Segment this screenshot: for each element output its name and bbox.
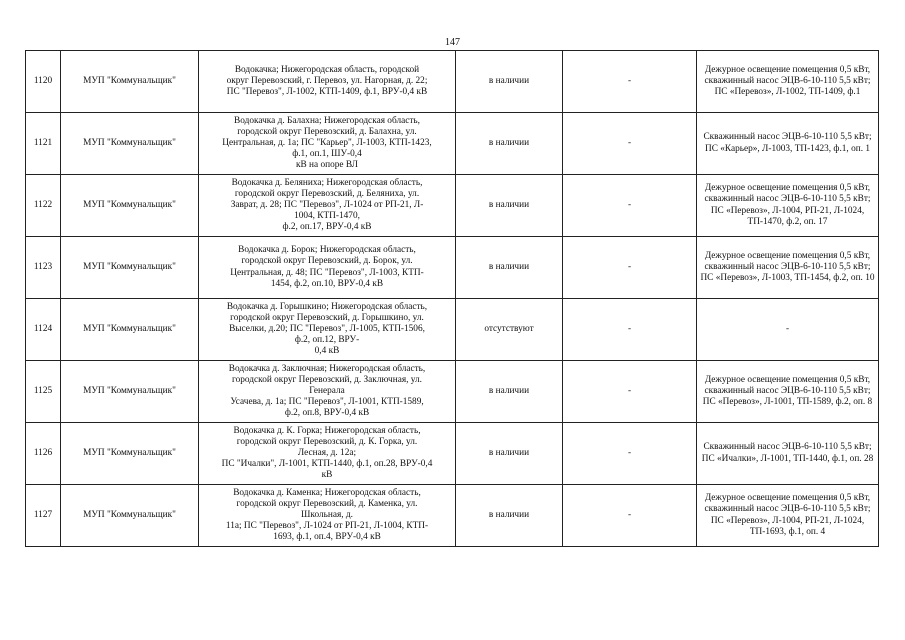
object-line: Водокачка д. Каменка; Нижегородская область, bbox=[233, 487, 421, 498]
object-line: Центральная, д. 1а; ПС "Карьер", Л-1003, КТП-1423, bbox=[222, 137, 432, 148]
table-row bbox=[26, 423, 879, 485]
organization-cell: МУП "Коммунальщик" bbox=[61, 299, 199, 361]
meter-status-cell: в наличии bbox=[456, 361, 563, 423]
object-address-cell bbox=[199, 485, 456, 547]
object-address-cell bbox=[199, 423, 456, 485]
object-line: Лесная, д. 12а; bbox=[297, 447, 357, 458]
object-line: городской округ Перевозский, д. Каменка, ул. bbox=[236, 498, 418, 509]
dash-cell: - bbox=[563, 51, 697, 113]
object-line: Школьная, д. bbox=[301, 509, 353, 520]
table-row bbox=[26, 175, 879, 237]
dash-cell: - bbox=[563, 361, 697, 423]
dash-cell: - bbox=[563, 299, 697, 361]
object-line: 0,4 кВ bbox=[314, 346, 340, 357]
dash-cell: - bbox=[563, 175, 697, 237]
table-row bbox=[26, 485, 879, 547]
object-line: 1693, ф.1, оп.4, ВРУ-0,4 кВ bbox=[273, 532, 381, 543]
object-line: городской округ Перевозский, д. Беляниха, ул. bbox=[234, 188, 420, 199]
meter-status-cell: отсутствуют bbox=[456, 299, 563, 361]
object-line: Водокачка; Нижегородская область, городской bbox=[234, 64, 420, 75]
row-number-cell: 1127 bbox=[26, 485, 61, 547]
meter-status-cell: в наличии bbox=[456, 485, 563, 547]
row-number-cell: 1126 bbox=[26, 423, 61, 485]
organization-cell: МУП "Коммунальщик" bbox=[61, 485, 199, 547]
dash-cell: - bbox=[563, 485, 697, 547]
registry-table bbox=[25, 50, 879, 547]
object-line: Генерала bbox=[309, 385, 345, 396]
object-line: округ Перевозский, г. Перевоз, ул. Нагорная, д. 22; bbox=[226, 75, 428, 86]
object-line: городской округ Перевозский, д. Балахна, ул. bbox=[237, 126, 417, 137]
object-line: Заврат, д. 28; ПС "Перевоз", Л-1024 от РП-21, Л- bbox=[230, 199, 424, 210]
object-line: Водокачка д. Борок; Нижегородская область, bbox=[238, 245, 416, 256]
object-address-cell bbox=[199, 113, 456, 175]
object-address-cell bbox=[199, 299, 456, 361]
organization-cell: МУП "Коммунальщик" bbox=[61, 113, 199, 175]
object-line: городской округ Перевозский, д. Горышкино, ул. bbox=[230, 312, 424, 323]
meter-status-cell: в наличии bbox=[456, 237, 563, 299]
object-line: ф.2, оп.12, ВРУ- bbox=[294, 335, 360, 346]
meter-status-cell: в наличии bbox=[456, 175, 563, 237]
object-line: ф.2, оп.8, ВРУ-0,4 кВ bbox=[284, 408, 370, 419]
row-number-cell: 1120 bbox=[26, 51, 61, 113]
object-line: Водокачка д. Горышкино; Нижегородская область, bbox=[226, 301, 428, 312]
meter-status-cell: в наличии bbox=[456, 51, 563, 113]
object-line: Выселки, д.20; ПС "Перевоз", Л-1005, КТП-1506, bbox=[229, 323, 425, 334]
row-number-cell: 1125 bbox=[26, 361, 61, 423]
object-address-cell bbox=[199, 51, 456, 113]
object-line: 1454, ф.2, оп.10, ВРУ-0,4 кВ bbox=[270, 278, 384, 289]
row-number-cell: 1121 bbox=[26, 113, 61, 175]
object-line: 11а; ПС "Перевоз", Л-1024 от РП-21, Л-1004, КТП- bbox=[225, 521, 429, 532]
object-line: Водокачка д. Балахна; Нижегородская область, bbox=[234, 115, 420, 126]
object-line: кВ на опоре ВЛ bbox=[296, 160, 358, 171]
equipment-cell: Дежурное освещение помещения 0,5 кВт, скважинный насос ЭЦВ-6-10-110 5,5 кВт; ПС «Перевоз», Л-1002, ТП-1409, ф.1 bbox=[697, 51, 879, 113]
row-number-cell: 1123 bbox=[26, 237, 61, 299]
row-number-cell: 1122 bbox=[26, 175, 61, 237]
equipment-cell: Дежурное освещение помещения 0,5 кВт, скважинный насос ЭЦВ-6-10-110 5,5 кВт; ПС «Перевоз», Л-1004, РП-21, Л-1024, ТП-1693, ф.1, оп. 4 bbox=[697, 485, 879, 547]
object-line: ф.2, оп.17, ВРУ-0,4 кВ bbox=[282, 222, 372, 233]
object-line: Водокачка д. Заключная; Нижегородская область, bbox=[228, 363, 426, 374]
object-address-cell bbox=[199, 175, 456, 237]
object-line: Водокачка д. Беляниха; Нижегородская область, bbox=[231, 177, 423, 188]
table-row bbox=[26, 299, 879, 361]
equipment-cell: Дежурное освещение помещения 0,5 кВт, скважинный насос ЭЦВ-6-10-110 5,5 кВт; ПС «Перевоз», Л-1004, РП-21, Л-1024, ТП-1470, ф.2, оп. 17 bbox=[697, 175, 879, 237]
equipment-cell: Скважинный насос ЭЦВ-6-10-110 5,5 кВт; ПС «Ичалки», Л-1001, ТП-1440, ф.1, оп. 28 bbox=[697, 423, 879, 485]
equipment-cell: Дежурное освещение помещения 0,5 кВт, скважинный насос ЭЦВ-6-10-110 5,5 кВт; ПС «Перевоз», Л-1003, ТП-1454, ф.2, оп. 10 bbox=[697, 237, 879, 299]
dash-cell: - bbox=[563, 237, 697, 299]
organization-cell: МУП "Коммунальщик" bbox=[61, 361, 199, 423]
organization-cell: МУП "Коммунальщик" bbox=[61, 175, 199, 237]
meter-status-cell: в наличии bbox=[456, 113, 563, 175]
row-number-cell: 1124 bbox=[26, 299, 61, 361]
object-line: Водокачка д. К. Горка; Нижегородская область, bbox=[233, 425, 421, 436]
organization-cell: МУП "Коммунальщик" bbox=[61, 237, 199, 299]
object-line: городской округ Перевозский, д. Заключная, ул. bbox=[232, 374, 422, 385]
object-line: Усачева, д. 1а; ПС "Перевоз", Л-1001, КТП-1589, bbox=[230, 397, 424, 408]
registry-table-body bbox=[26, 51, 879, 547]
table-row bbox=[26, 237, 879, 299]
table-row bbox=[26, 51, 879, 113]
object-line: кВ bbox=[321, 470, 333, 481]
equipment-cell: Дежурное освещение помещения 0,5 кВт, скважинный насос ЭЦВ-6-10-110 5,5 кВт; ПС «Перевоз», Л-1001, ТП-1589, ф.2, оп. 8 bbox=[697, 361, 879, 423]
object-line: городской округ Перевозский, д. Борок, ул. bbox=[241, 256, 413, 267]
dash-cell: - bbox=[563, 113, 697, 175]
equipment-cell: Скважинный насос ЭЦВ-6-10-110 5,5 кВт; ПС «Карьер», Л-1003, ТП-1423, ф.1, оп. 1 bbox=[697, 113, 879, 175]
table-row bbox=[26, 361, 879, 423]
object-line: ПС "Ичалки", Л-1001, КТП-1440, ф.1, оп.28, ВРУ-0,4 bbox=[221, 459, 433, 470]
object-line: 1004, КТП-1470, bbox=[294, 211, 360, 222]
table-row bbox=[26, 113, 879, 175]
organization-cell: МУП "Коммунальщик" bbox=[61, 51, 199, 113]
page-number: 147 bbox=[445, 37, 460, 48]
dash-cell: - bbox=[563, 423, 697, 485]
object-line: ф.1, оп.1, ШУ-0,4 bbox=[292, 149, 362, 160]
object-line: городской округ Перевозский, д. К. Горка, ул. bbox=[236, 436, 418, 447]
object-address-cell bbox=[199, 237, 456, 299]
equipment-cell: - bbox=[697, 299, 879, 361]
object-line: ПС "Перевоз", Л-1002, КТП-1409, ф.1, ВРУ-0,4 кВ bbox=[226, 87, 428, 98]
object-line: Центральная, д. 48; ПС "Перевоз", Л-1003, КТП- bbox=[230, 267, 424, 278]
meter-status-cell: в наличии bbox=[456, 423, 563, 485]
organization-cell: МУП "Коммунальщик" bbox=[61, 423, 199, 485]
object-address-cell bbox=[199, 361, 456, 423]
